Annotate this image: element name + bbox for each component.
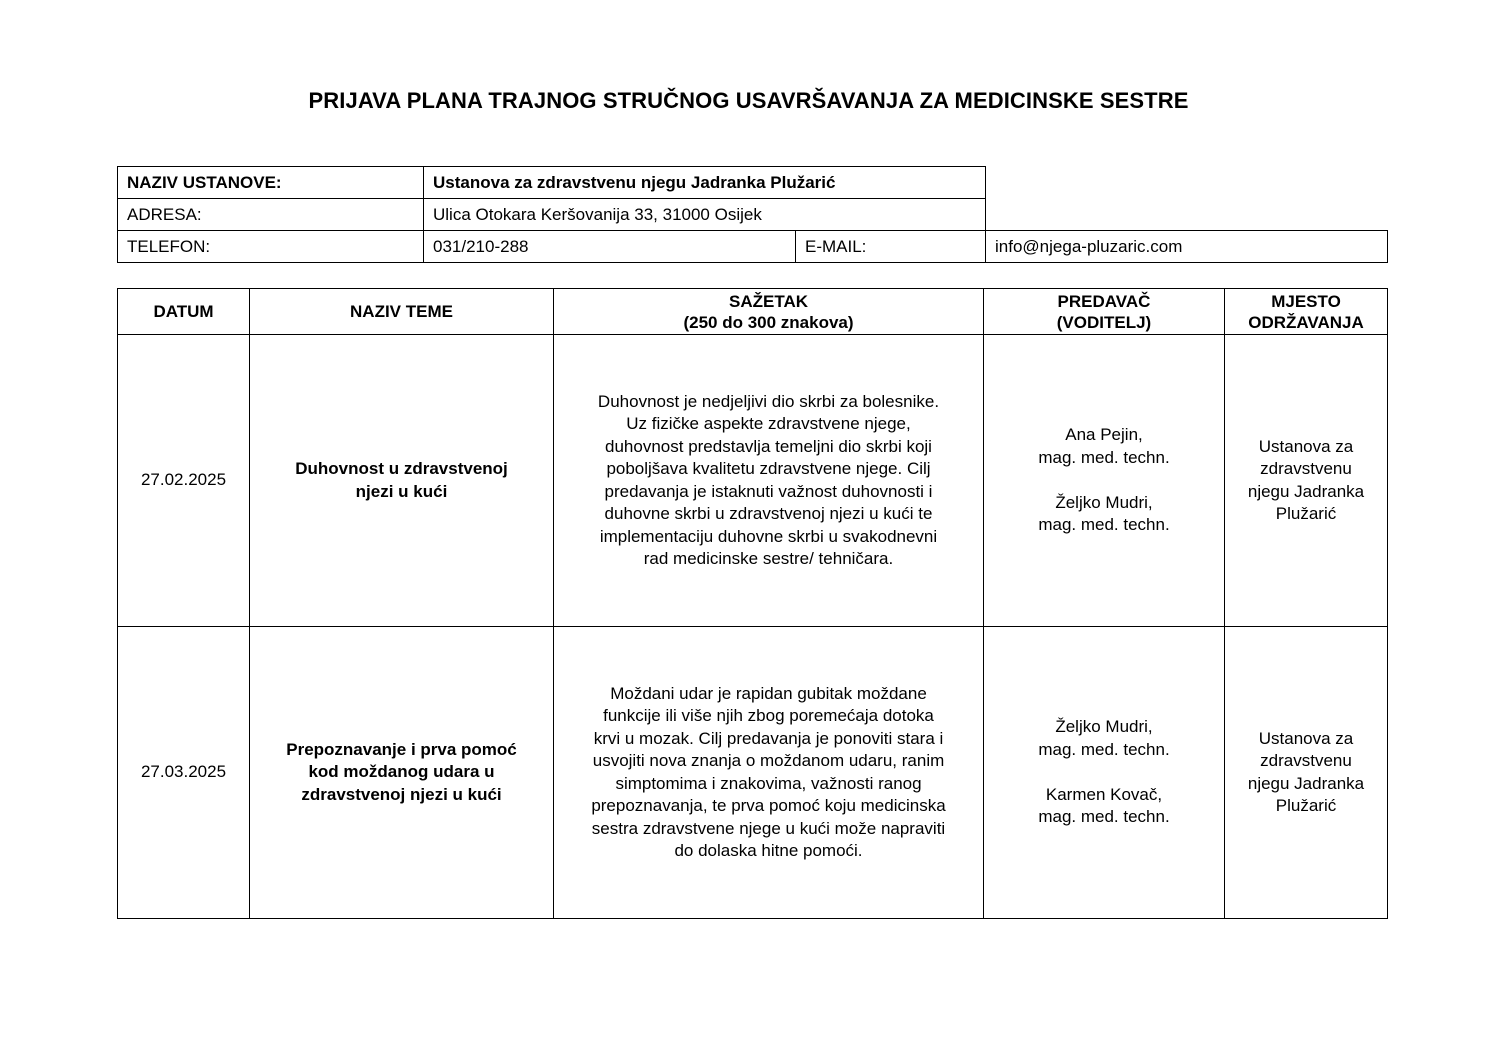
row-tema: Duhovnost u zdravstvenoj njezi u kući: [250, 335, 554, 627]
info-row-telefon: [118, 231, 1388, 263]
row-predavac: Željko Mudri, mag. med. techn. Karmen Kovač, mag. med. techn.: [984, 627, 1225, 919]
table-row: [118, 335, 1388, 627]
adresa-label: ADRESA:: [118, 199, 424, 231]
table-header-row: [118, 289, 1388, 335]
empty-cell: [986, 167, 1388, 199]
header-datum: DATUM: [118, 289, 250, 335]
header-predavac: PREDAVAČ (VODITELJ): [984, 289, 1225, 335]
header-sazetak: SAŽETAK (250 do 300 znakova): [554, 289, 984, 335]
page-title: PRIJAVA PLANA TRAJNOG STRUČNOG USAVRŠAVANJA ZA MEDICINSKE SESTRE: [308, 88, 1189, 113]
telefon-value: 031/210-288: [424, 231, 796, 263]
row-datum: 27.02.2025: [118, 335, 250, 627]
naziv-label: NAZIV USTANOVE:: [118, 167, 424, 199]
info-row-naziv: [118, 167, 1388, 199]
naziv-value: Ustanova za zdravstvenu njegu Jadranka Plužarić: [424, 167, 986, 199]
education-plan-table: [117, 288, 1388, 919]
empty-cell: [986, 199, 1388, 231]
row-sazetak: Moždani udar je rapidan gubitak moždane funkcije ili više njih zbog poremećaja dotoka krvi u mozak. Cilj predavanja je ponoviti stara i usvojiti nova znanja o moždanom udaru, ranim simptomima i znakovima, važnosti ranog prepoznavanja, te prva pomoć koju medicinska sestra zdravstvene njege u kući može napraviti do dolaska hitne pomoći.: [554, 627, 984, 919]
info-row-adresa: [118, 199, 1388, 231]
adresa-value: Ulica Otokara Keršovanija 33, 31000 Osijek: [424, 199, 986, 231]
header-mjesto: MJESTO ODRŽAVANJA: [1225, 289, 1388, 335]
table-row: [118, 627, 1388, 919]
telefon-label: TELEFON:: [118, 231, 424, 263]
row-predavac: Ana Pejin, mag. med. techn. Željko Mudri, mag. med. techn.: [984, 335, 1225, 627]
header-naziv-teme: NAZIV TEME: [250, 289, 554, 335]
row-sazetak: Duhovnost je nedjeljivi dio skrbi za bolesnike. Uz fizičke aspekte zdravstvene njege, duhovnost predstavlja temeljni dio skrbi koji poboljšava kvalitetu zdravstvene njege. Cilj predavanja je istaknuti važnost duhovnosti i duhovne skrbi u zdravstvenoj njezi u kući te implementaciju duhovne skrbi u svakodnevni rad medicinske sestre/ tehničara.: [554, 335, 984, 627]
institution-info-table: [117, 166, 1388, 263]
email-value: info@njega-pluzaric.com: [986, 231, 1388, 263]
row-mjesto: Ustanova za zdravstvenu njegu Jadranka Plužarić: [1225, 627, 1388, 919]
row-tema: Prepoznavanje i prva pomoć kod moždanog udara u zdravstvenoj njezi u kući: [250, 627, 554, 919]
row-mjesto: Ustanova za zdravstvenu njegu Jadranka Plužarić: [1225, 335, 1388, 627]
row-datum: 27.03.2025: [118, 627, 250, 919]
email-label: E-MAIL:: [796, 231, 986, 263]
